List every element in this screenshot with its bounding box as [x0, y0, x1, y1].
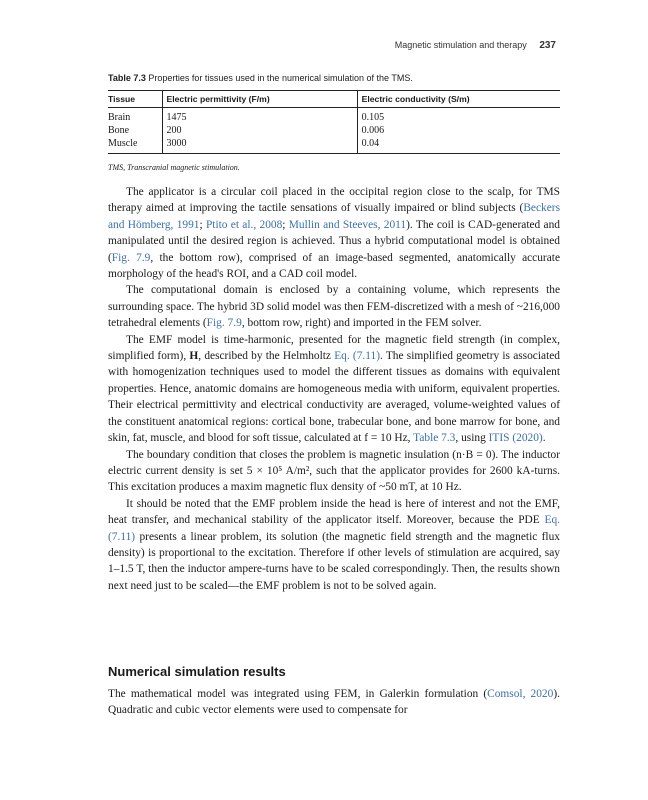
paragraph	[108, 332, 560, 447]
text-span: , bottom row, right) and imported in the FEM solver.	[241, 317, 482, 330]
text-span: ;	[199, 218, 206, 231]
text-span: The computational domain is enclosed by a containing volume, which represents the surrounding space. The hybrid 3D solid model was then FEM-discretized with a mesh of ~216,000 tetrahedral elements (	[108, 284, 560, 330]
text-span: , using	[455, 432, 489, 445]
table-caption	[108, 73, 413, 83]
table-row	[108, 108, 560, 125]
text-span: .	[542, 432, 546, 445]
table-footnote	[108, 163, 240, 172]
table-cell: 0.006	[357, 124, 560, 137]
table-cell: 1475	[162, 108, 357, 125]
column-header-tissue: Tissue	[108, 91, 162, 108]
table-row	[108, 124, 560, 137]
tissue-properties-table	[108, 90, 560, 154]
text-span: It should be noted that the EMF problem inside the head is here of interest and not the EMF, heat transfer, and mechanical stability of the applicator itself. Moreover, because the PDE	[108, 497, 560, 527]
text-span: , described by the Helmholtz	[198, 350, 335, 363]
table-cell: 3000	[162, 137, 357, 154]
table-caption-text: Properties for tissues used in the numerical simulation of the TMS.	[148, 73, 413, 83]
page-number: 237	[539, 40, 556, 51]
column-header-conductivity: Electric conductivity (S/m)	[357, 91, 560, 108]
table-cell: Bone	[108, 125, 130, 136]
figure-link[interactable]: Fig. 7.9	[206, 317, 242, 330]
table-header-row	[108, 91, 560, 108]
running-header	[395, 40, 556, 51]
equation-link[interactable]: Eq. (7.11)	[334, 350, 380, 363]
table-label: Table 7.3	[108, 73, 146, 83]
citation-link[interactable]: Beckers and Hömberg, 1991	[108, 202, 560, 231]
table-cell: 200	[162, 124, 357, 137]
table-cell: Muscle	[108, 137, 162, 154]
paragraph	[108, 686, 560, 719]
text-span: ;	[282, 218, 289, 231]
text-span: ). Quadratic and cubic vector elements were used to compensate for	[108, 688, 560, 717]
table-cell: Brain	[108, 112, 131, 123]
table-cell: 0.04	[357, 137, 560, 154]
equation-link[interactable]: Eq. (7.11)	[108, 514, 560, 543]
running-header-title: Magnetic stimulation and therapy	[394, 40, 527, 50]
citation-link[interactable]: ITIS (2020)	[488, 432, 543, 445]
text-span: . The simplified geometry is associated with homogenization techniques used to model the different tissues as domains with equivalent properties. Hence, anatomic domains are homogeneous media with uniform, equivalent properties. Their electrical permittivity and electrical conductivity are averaged, volume-weighted values of the constituent anatomical regions: cortical bone, trabecular bone, and bone marrow for bone, and skin, fat, muscle, and blood for soft tissue, calculated at f = 10 Hz,	[108, 350, 560, 445]
citation-link[interactable]: Comsol, 2020	[487, 688, 554, 700]
table-row	[108, 137, 560, 154]
text-span: The EMF model is time-harmonic, presented for the magnetic field strength (in complex, simplified form),	[108, 333, 560, 363]
paragraph	[108, 447, 560, 496]
vector-symbol: H	[189, 350, 199, 363]
text-span: presents a linear problem, its solution (the magnetic field strength and the magnetic flux density) is proportional to the excitation. Therefore if other levels of stimulation are acquired, say 1–1.5 T, then the inductor ampere-turns have to be scaled correspondingly. Then, the results shown next need just to be scaled—the EMF problem is not to be solved again.	[108, 530, 560, 592]
text-span: The mathematical model was integrated using FEM, in Galerkin formulation (	[108, 688, 488, 700]
section-body-text	[108, 686, 560, 719]
text-span: , the bottom row), comprised of an image-based segmented, anatomically accurate morphology of the head's ROI, and a CAD coil model.	[108, 251, 560, 281]
text-span: ). The coil is CAD-generated and manipulated until the desired region is achieved. Thus a hybrid computational model is obtained (	[108, 218, 560, 264]
paragraph	[108, 184, 560, 282]
text-span: The applicator is a circular coil placed in the occipital region close to the scalp, for TMS therapy aimed at improving the tactile sensations of visually impaired or blind subjects (	[108, 186, 560, 215]
figure-link[interactable]: Fig. 7.9	[111, 251, 151, 264]
citation-link[interactable]: Ptito et al., 2008	[205, 218, 283, 231]
section-heading: Numerical simulation results	[108, 664, 286, 679]
citation-link[interactable]: Mullin and Steeves, 2011	[288, 218, 407, 231]
table-cell: 0.105	[357, 108, 560, 125]
paragraph	[108, 282, 560, 331]
text-span: The boundary condition that closes the problem is magnetic insulation (n·B = 0). The inductor electric current density is set 5 × 10⁵ A/m², such that the applicator provides for 2600 kA-turns. This excitation produces a maxim magnetic flux density of ~50 mT, at 10 Hz.	[108, 448, 560, 494]
body-text	[108, 184, 560, 594]
paragraph	[108, 496, 560, 594]
column-header-permittivity: Electric permittivity (F/m)	[162, 91, 357, 108]
table-footnote-text: TMS, Transcranial magnetic stimulation.	[108, 163, 240, 172]
table-link[interactable]: Table 7.3	[413, 432, 456, 445]
